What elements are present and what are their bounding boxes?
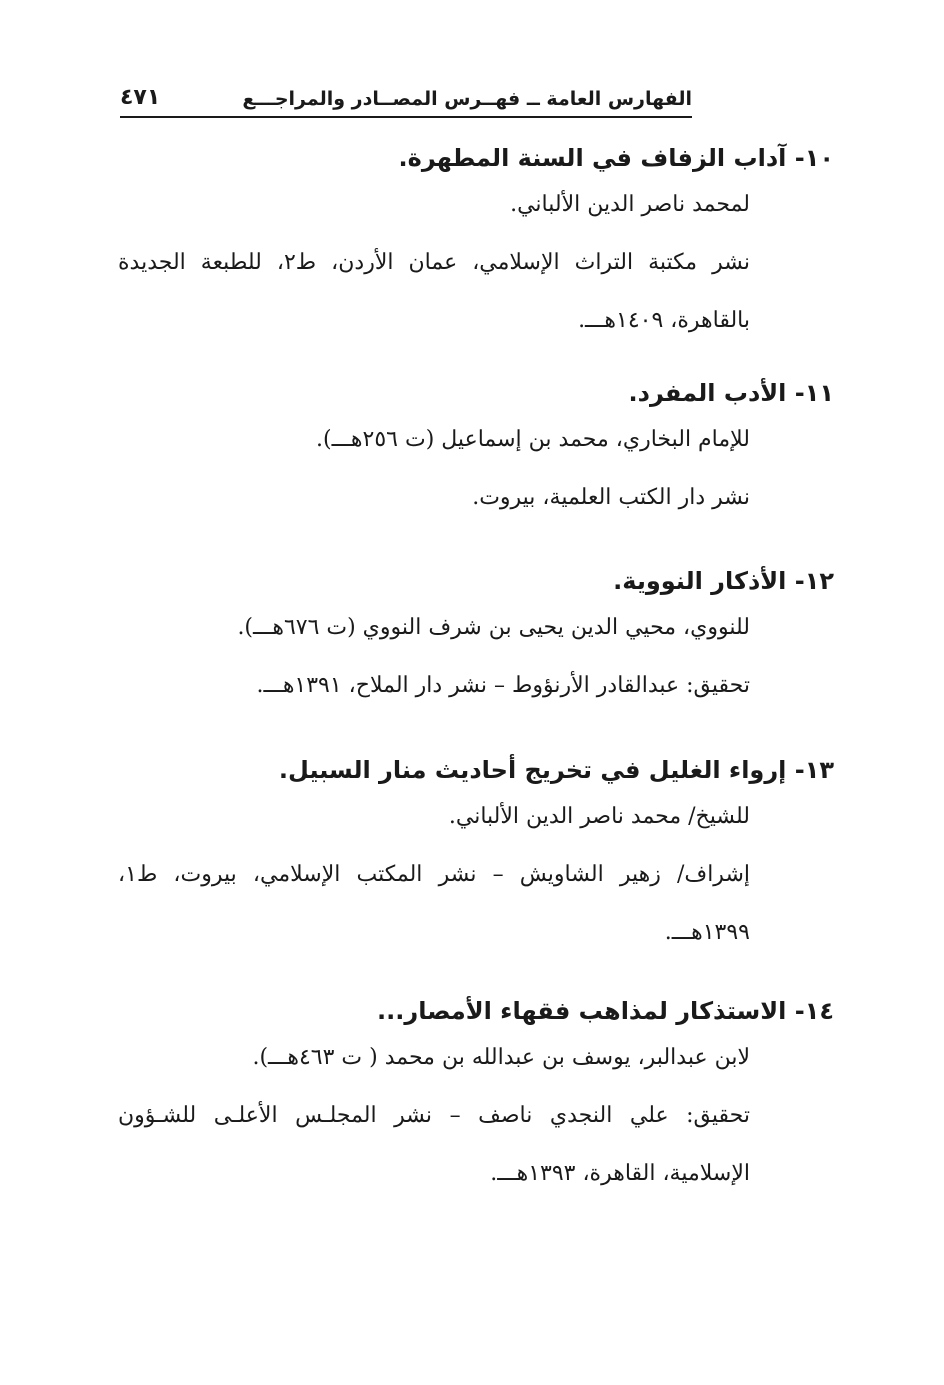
entry-title: ١٠- آداب الزفاف في السنة المطهرة. (398, 144, 834, 172)
entry-publication: إشراف/ زهير الشاويش – نشر المكتب الإسلامي، بيروت، ط١، ١٣٩٩هـــ. (118, 862, 750, 945)
bibliography-entry-10 (118, 140, 834, 350)
bibliography-entry-13 (118, 752, 834, 962)
entry-title: ١٢- الأذكار النووية. (613, 567, 834, 595)
header-title: الفهارس العامة ــ فهــرس المصــادر والمراجـــع (242, 88, 692, 110)
entry-title: ١١- الأدب المفرد. (628, 379, 834, 407)
entry-author: لمحمد ناصر الدين الألباني. (510, 192, 750, 217)
entry-publication: نشر دار الكتب العلمية، بيروت. (472, 485, 750, 510)
entry-title: ١٣- إرواء الغليل في تخريج أحاديث منار السبيل. (278, 756, 834, 784)
running-header (120, 78, 692, 118)
bibliography-entry-14 (118, 993, 834, 1203)
page-number: ٤٧١ (120, 85, 161, 110)
bibliography-entry-12 (118, 563, 834, 715)
entry-publication: تحقيق: عبدالقادر الأرنؤوط – نشر دار الملاح، ١٣٩١هـــ. (256, 673, 750, 698)
entry-author: لابن عبدالبر، يوسف بن عبدالله بن محمد ( ت ٤٦٣هـــ). (252, 1045, 750, 1070)
entry-author: للنووي، محيي الدين يحيى بن شرف النووي (ت ٦٧٦هـــ). (237, 615, 750, 640)
bibliography-entry-11 (118, 375, 834, 527)
entry-author: للإمام البخاري، محمد بن إسماعيل (ت ٢٥٦هـــ). (316, 427, 750, 452)
entry-publication: تحقيق: علي النجدي ناصف – نشر المجلـس الأعلـى للشـؤون الإسلامية، القاهرة، ١٣٩٣هـــ. (118, 1103, 750, 1186)
entry-publication: نشر مكتبة التراث الإسلامي، عمان الأردن، ط٢، للطبعة الجديدة بالقاهرة، ١٤٠٩هـــ. (118, 250, 750, 333)
entry-title: ١٤- الاستذكار لمذاهب فقهاء الأمصار... (377, 997, 834, 1025)
entry-author: للشيخ/ محمد ناصر الدين الألباني. (448, 804, 750, 829)
